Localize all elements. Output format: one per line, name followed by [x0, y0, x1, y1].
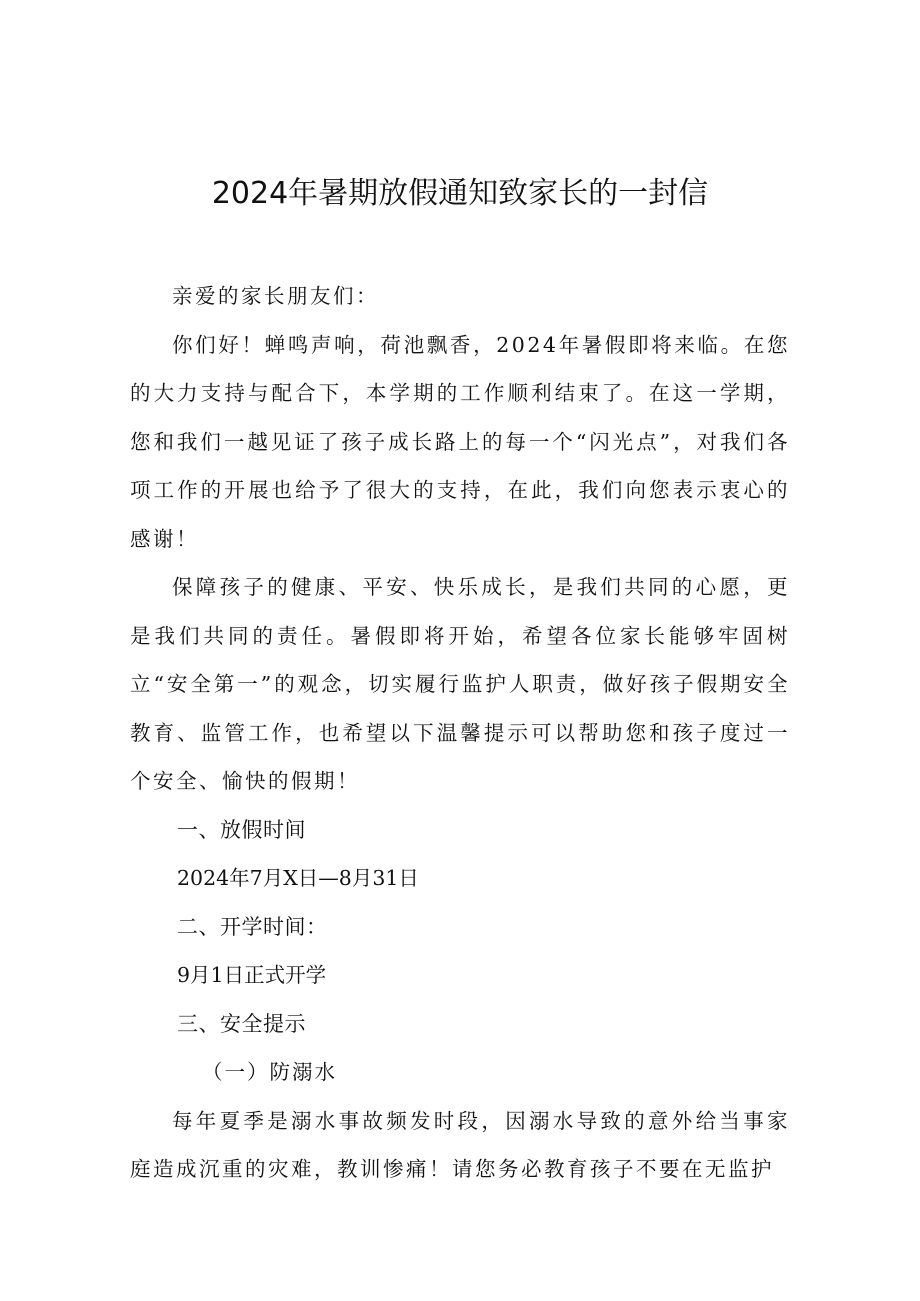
subheading-drowning-prevention: （一）防溺水 — [202, 1060, 337, 1084]
school-start-date: 9月1日正式开学 — [177, 963, 327, 987]
paragraph-drowning-prevention: 每年夏季是溺水事故频发时段，因溺水导致的意外给当事家庭造成沉重的灾难，教训惨痛！请您务必教育孩子不要在无监护 — [130, 1108, 790, 1181]
salutation: 亲爱的家长朋友们： — [172, 284, 379, 308]
document-title: 2024年暑期放假通知致家长的一封信 — [211, 176, 709, 211]
heading-holiday-time: 一、放假时间 — [177, 817, 306, 842]
document-body — [130, 272, 790, 1194]
paragraph-safety-intro: 保障孩子的健康、平安、快乐成长，是我们共同的心愿，更是我们共同的责任。暑假即将开始，希望各位家长能够牢固树立“安全第一”的观念，切实履行监护人职责，做好孩子假期安全教育、监管工作，也希望以下温馨提示可以帮助您和孩子度过一个安全、愉快的假期！ — [130, 575, 790, 793]
heading-safety-tips: 三、安全提示 — [177, 1011, 306, 1036]
paragraph-greeting: 你们好！蝉鸣声响，荷池飘香，2024年暑假即将来临。在您的大力支持与配合下，本学期的工作顺利结束了。在这一学期，您和我们一越见证了孩子成长路上的每一个“闪光点”，对我们各项工作的开展也给予了很大的支持，在此，我们向您表示衷心的感谢！ — [130, 332, 790, 551]
holiday-dates: 2024年7月X日—8月31日 — [177, 866, 419, 890]
heading-school-start: 二、开学时间： — [177, 914, 328, 939]
